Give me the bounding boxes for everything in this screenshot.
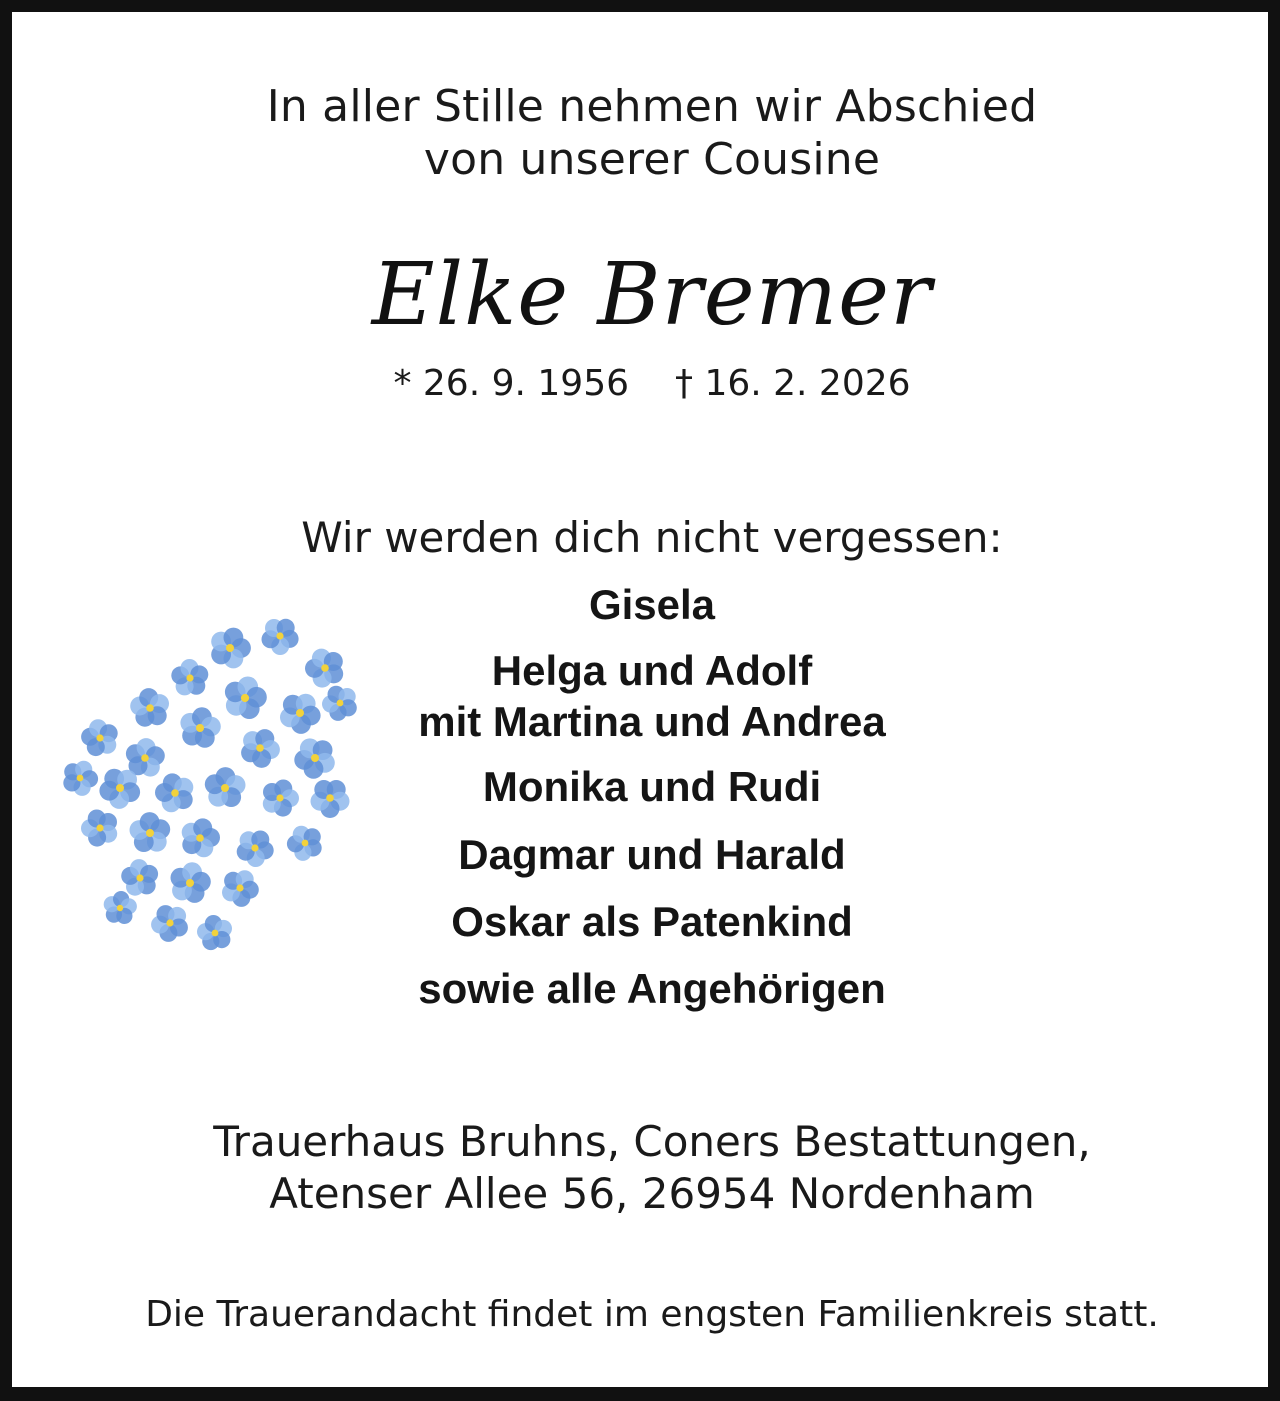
flower-blossom [130, 812, 171, 852]
ceremony-notice: Die Trauerandacht findet im engsten Familienkreis statt. [145, 1294, 1159, 1335]
flower-blossom [222, 870, 259, 907]
forget-me-not-flowers-icon [40, 608, 370, 958]
flower-blossom [287, 826, 322, 861]
death-date: † 16. 2. 2026 [675, 363, 911, 404]
flower-blossom [130, 688, 169, 727]
flower-blossom [171, 659, 208, 695]
intro-line-1: In aller Stille nehmen wir Abschied [266, 81, 1038, 132]
funeral-home-line-1: Trauerhaus Bruhns, Coners Bestattungen, [213, 1117, 1091, 1166]
mourner-line: sowie alle Angehörigen [418, 965, 886, 1012]
flower-blossom [241, 729, 280, 768]
flower-blossom [182, 818, 220, 857]
flower-blossom [211, 628, 251, 669]
flower-blossom [280, 694, 321, 734]
mourner-line: Gisela [588, 581, 716, 628]
mourner-line: mit Martina und Andrea [418, 698, 886, 745]
flower-blossom [180, 707, 220, 748]
flower-blossom [155, 773, 193, 812]
birth-date: * 26. 9. 1956 [393, 363, 629, 404]
flower-blossom [263, 780, 299, 817]
flower-blossom [262, 619, 299, 655]
flower-blossom [197, 915, 232, 950]
intro-line-2: von unserer Cousine [423, 134, 881, 185]
flower-blossom [81, 810, 117, 847]
flower-blossom [322, 686, 357, 721]
flower-blossom [104, 891, 137, 924]
flower-blossom [121, 859, 158, 896]
mourner-line: Dagmar und Harald [458, 831, 846, 878]
flower-blossom [99, 769, 140, 809]
deceased-name: Elke Bremer [371, 245, 933, 345]
remembrance-heading: Wir werden dich nicht vergessen: [301, 513, 1003, 562]
flower-blossom [126, 738, 165, 777]
mourner-line: Helga und Adolf [491, 647, 813, 694]
flower-blossom [237, 831, 274, 868]
flower-blossom [81, 719, 118, 756]
mourner-line: Monika und Rudi [482, 763, 822, 810]
mourner-line: Oskar als Patenkind [451, 898, 853, 945]
flower-blossom [171, 862, 211, 903]
funeral-home-line-2: Atenser Allee 56, 26954 Nordenham [269, 1169, 1035, 1218]
flower-blossom [294, 738, 334, 778]
flower-blossom [311, 780, 350, 818]
flower-blossom [205, 767, 246, 807]
life-dates [12, 362, 1280, 406]
flower-blossom [305, 649, 343, 688]
flower-blossom [63, 761, 98, 796]
flower-blossom [225, 677, 267, 720]
flower-blossom [151, 905, 188, 942]
